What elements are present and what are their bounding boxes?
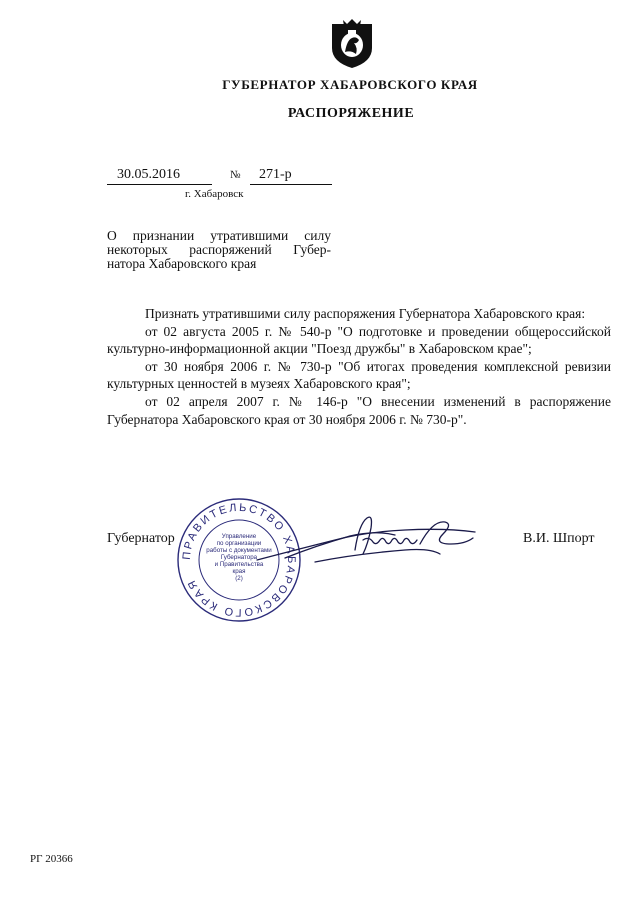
body-paragraph: Признать утратившими силу распоряжения Губернатора Хабаровского края:: [145, 306, 586, 321]
registration-line: [107, 167, 332, 185]
document-subject: [107, 229, 331, 271]
subject-line: некоторых распоряжений Губер-: [107, 242, 331, 257]
stamp-line: Губернатора: [220, 554, 258, 561]
signer-name: В.И. Шпорт: [523, 531, 595, 546]
stamp-line: (2): [235, 575, 243, 582]
date-underline: [107, 184, 212, 185]
stamp-line: края: [232, 568, 246, 575]
stamp-line: Управление: [221, 533, 257, 540]
document-type: РАСПОРЯЖЕНИЕ: [287, 106, 415, 121]
handwritten-signature: [255, 510, 485, 570]
subject-line: О признании утратившими силу: [107, 228, 331, 243]
body-paragraph: от 30 ноября 2006 г. № 730-р "Об итогах проведения комплексной ревизии культурных ценностей в музеях Хабаровского края";: [107, 358, 611, 392]
subject-line: натора Хабаровского края: [107, 256, 257, 271]
document-number: 271-р: [259, 167, 292, 182]
document-date: 30.05.2016: [117, 167, 180, 182]
stamp-line: и Правительства: [214, 561, 264, 568]
stamp-ring-text: ПРАВИТЕЛЬСТВО ХАБАРОВСКОГО КРАЯ: [180, 501, 298, 619]
stamp-line: работы с документами: [206, 547, 272, 554]
organization-title: ГУБЕРНАТОР ХАБАРОВСКОГО КРАЯ: [222, 77, 478, 92]
document-body: [107, 305, 611, 428]
document-code: РГ 20366: [30, 853, 73, 865]
body-paragraph: от 02 августа 2005 г. № 540-р "О подготовке и проведении общероссийской культурно-информационной акции "Поезд дружбы" в Хабаровском крае";: [107, 323, 611, 357]
coat-of-arms-icon: [329, 18, 375, 70]
body-paragraph: от 02 апреля 2007 г. № 146-р "О внесении изменений в распоряжение Губернатора Хабаровского края от 30 ноября 2006 г. № 730-р".: [107, 393, 611, 427]
stamp-line: по организации: [216, 540, 262, 547]
number-underline: [250, 184, 332, 185]
document-city: г. Хабаровск: [185, 188, 244, 200]
signer-title: Губернатор: [107, 531, 175, 546]
number-sign: №: [230, 169, 241, 181]
